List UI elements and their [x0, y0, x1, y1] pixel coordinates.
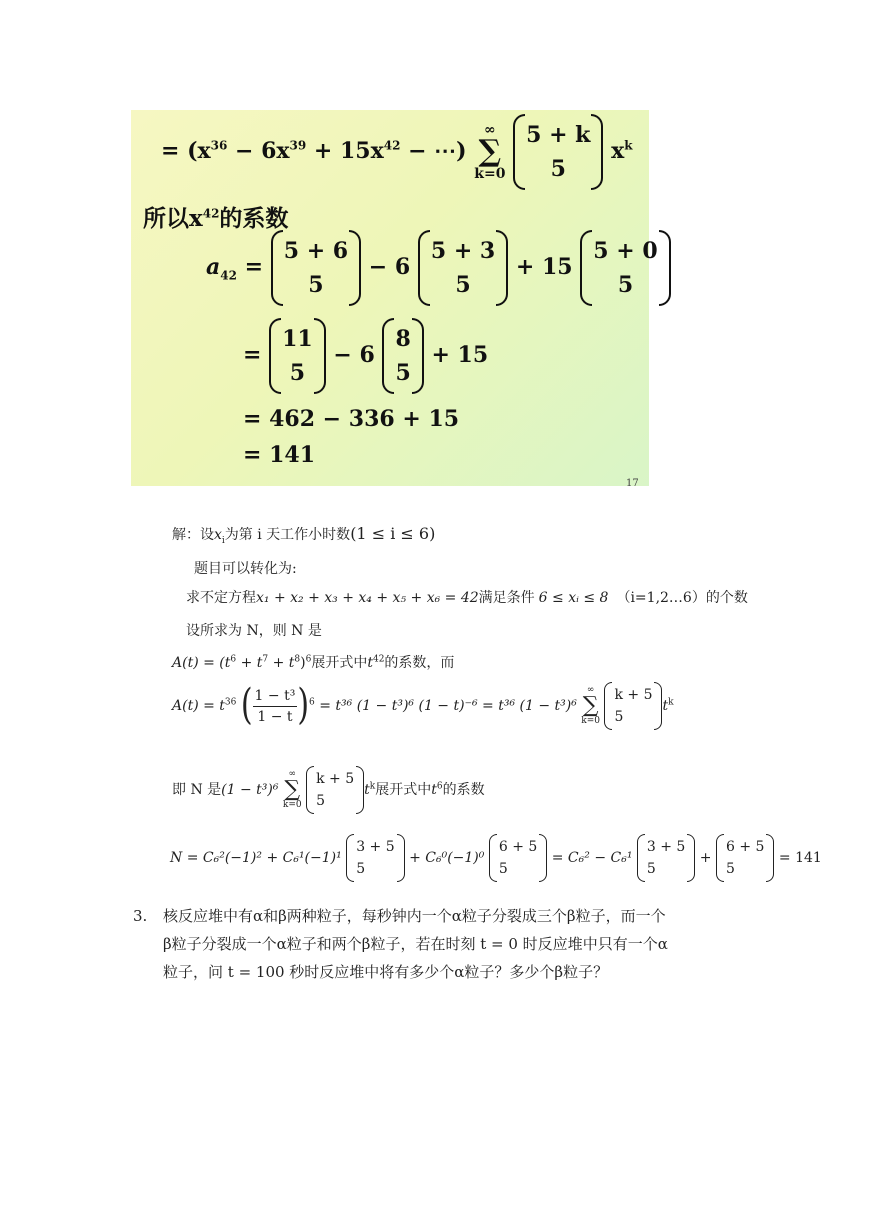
solution-line-2: 题目可以转化为: — [194, 561, 297, 577]
binom-bottom: 5 — [498, 861, 508, 877]
solution-line-1 — [172, 524, 435, 546]
math-expr: (1 ≤ i ≤ 6) — [350, 524, 436, 543]
binom-bottom: 5 — [617, 272, 634, 298]
expr-text: − ⋯) — [400, 138, 467, 164]
binom-bottom: 5 — [550, 156, 566, 182]
exponent: k — [624, 138, 633, 153]
fraction — [253, 686, 298, 727]
text: （i=1,2…6）的个数 — [616, 590, 748, 606]
math-expr: 6 ≤ xᵢ ≤ 8 — [538, 590, 609, 606]
binom-bottom: 5 — [356, 861, 366, 877]
expr-text: = — [236, 254, 264, 280]
math-expr: + t — [268, 655, 295, 671]
sum-lower: k=0 — [474, 166, 506, 182]
solution-line-5 — [172, 652, 454, 672]
expr-text: = — [243, 342, 262, 368]
binom-top: k + 5 — [316, 771, 355, 787]
subscript: 42 — [220, 268, 237, 283]
math-var: t — [367, 655, 373, 671]
slide-line-5: = 462 − 336 + 15 — [243, 406, 460, 432]
text: 即 N 是 — [172, 782, 222, 798]
exponent: 39 — [289, 138, 307, 153]
exponent: 6 — [305, 654, 312, 665]
text: 的系数 — [442, 782, 485, 798]
math-expr: A(t) = (t — [172, 655, 231, 671]
sum-lower: k=0 — [581, 716, 600, 726]
expr-text: a — [206, 254, 221, 280]
math-expr: = 141 — [778, 850, 822, 866]
binom-top: 11 — [282, 326, 313, 352]
exponent: 6 — [436, 781, 443, 792]
exponent: k — [668, 697, 674, 708]
solution-line-8 — [170, 836, 822, 880]
math-var: t — [662, 698, 669, 714]
binomial — [418, 234, 508, 302]
text: 解：设 — [172, 527, 214, 543]
problem-3-number: 3. — [133, 907, 148, 925]
binomial — [604, 684, 662, 728]
solution-line-4: 设所求为 N，则 N 是 — [186, 623, 322, 639]
expr-text: x — [197, 138, 211, 164]
exponent: 42 — [372, 654, 385, 665]
binom-bottom: 5 — [316, 793, 326, 809]
subscript: i — [221, 535, 225, 546]
summation — [283, 770, 302, 810]
math-var: x — [214, 527, 222, 543]
sum-upper: ∞ — [288, 769, 297, 779]
expr-text: − 6 — [333, 342, 375, 368]
binomial — [489, 836, 547, 880]
text: 展开式中 — [375, 782, 432, 798]
summation — [474, 123, 505, 181]
expr-text: + 15x — [306, 138, 384, 164]
binom-top: 3 + 5 — [356, 839, 395, 855]
math-expr: + C₆⁰(−1)⁰ — [409, 850, 485, 866]
heading-text: 的系数 — [219, 205, 289, 232]
binomial — [580, 234, 670, 302]
math-var: t — [431, 782, 437, 798]
binom-bottom: 5 — [725, 861, 735, 877]
binom-top: 3 + 5 — [646, 839, 686, 855]
solution-line-6 — [172, 680, 674, 730]
sum-lower: k=0 — [282, 800, 302, 810]
exponent: k — [369, 781, 376, 792]
binomial — [716, 836, 774, 880]
sum-upper: ∞ — [484, 122, 496, 138]
exponent: 6 — [230, 654, 237, 665]
expr-text: + 15 — [431, 342, 489, 368]
binom-bottom: 5 — [289, 360, 306, 386]
exponent: 36 — [224, 697, 237, 708]
binom-top: 5 + 6 — [283, 238, 349, 264]
binom-bottom: 5 — [395, 360, 411, 386]
slide-line-3 — [206, 234, 671, 302]
binom-top: k + 5 — [614, 687, 653, 703]
math-expr: x₁ + x₂ + x₃ + x₄ + x₅ + x₆ = 42 — [256, 590, 479, 606]
math-expr: = C₆² − C₆¹ — [551, 850, 633, 866]
text: 展开式中 — [311, 655, 368, 671]
binom-top: 5 + 3 — [430, 238, 496, 264]
binom-top: 6 + 5 — [725, 839, 765, 855]
slide-line-4 — [243, 322, 488, 390]
big-paren-left: ( — [240, 680, 253, 730]
exponent: 42 — [202, 206, 220, 221]
math-expr: N = C₆²(−1)² + C₆¹(−1)¹ — [170, 850, 342, 866]
binomial — [382, 322, 423, 390]
numerator: 1 − t³ — [253, 686, 298, 707]
math-expr: + — [699, 850, 712, 866]
expr-text: x — [611, 138, 625, 164]
sum-sign: ∑ — [478, 134, 502, 169]
problem-3-line-1: 核反应堆中有α和β两种粒子，每秒钟内一个α粒子分裂成三个β粒子，而一个 — [163, 907, 666, 925]
exponent: 6 — [309, 697, 315, 708]
text: 求不定方程 — [186, 590, 256, 606]
expr-text: − 6x — [227, 138, 290, 164]
binomial — [637, 836, 695, 880]
exponent: 7 — [262, 654, 269, 665]
binomial — [306, 768, 364, 812]
heading-text: 所以x — [143, 205, 203, 232]
binom-bottom: 5 — [308, 272, 324, 298]
exponent: 36 — [210, 138, 228, 153]
binom-top: 6 + 5 — [498, 839, 538, 855]
solution-line-7 — [172, 768, 485, 812]
slide-page-number: 17 — [626, 478, 639, 489]
binom-top: 8 — [395, 326, 411, 352]
math-expr: + t — [236, 655, 263, 671]
binom-bottom: 5 — [455, 272, 471, 298]
expr-text: = ( — [161, 138, 198, 164]
sum-sign: ∑ — [582, 693, 599, 718]
binomial — [513, 118, 603, 186]
math-expr: ) — [300, 655, 306, 671]
binomial — [271, 234, 361, 302]
text: 的系数，而 — [384, 655, 455, 671]
summation — [581, 686, 600, 726]
expr-text: − 6 — [368, 254, 411, 280]
solution-line-3 — [186, 587, 748, 607]
lecture-slide — [131, 110, 658, 486]
problem-3-line-3: 粒子，问 t = 100 秒时反应堆中将有多少个α粒子？多少个β粒子？ — [163, 963, 609, 981]
text: 满足条件 — [478, 590, 535, 606]
sum-upper: ∞ — [586, 685, 595, 695]
slide-line-6: = 141 — [243, 442, 316, 468]
math-var: t — [364, 782, 370, 798]
exponent: 8 — [294, 654, 301, 665]
binomial — [269, 322, 326, 390]
math-expr: (1 − t³)⁶ — [221, 782, 279, 798]
binom-top: 5 + 0 — [593, 238, 658, 264]
binom-bottom: 5 — [646, 861, 656, 877]
math-expr: = t³⁶ (1 − t³)⁶ (1 − t)⁻⁶ = t³⁶ (1 − t³)⁶ — [319, 698, 577, 714]
denominator: 1 − t — [257, 708, 293, 725]
problem-3-line-2: β粒子分裂成一个α粒子和两个β粒子，若在时刻 t = 0 时反应堆中只有一个α — [163, 935, 668, 953]
sum-sign: ∑ — [284, 777, 301, 802]
binom-bottom: 5 — [614, 709, 624, 725]
expr-text: + 15 — [515, 254, 573, 280]
math-expr: A(t) = t — [172, 698, 225, 714]
slide-line-2 — [143, 200, 288, 233]
slide-line-1 — [161, 118, 633, 186]
big-paren-right: ) — [297, 680, 310, 730]
exponent: 42 — [383, 138, 401, 153]
text: 为第 i 天工作小时数 — [224, 527, 351, 543]
binomial — [346, 836, 404, 880]
binom-top: 5 + k — [526, 122, 591, 148]
